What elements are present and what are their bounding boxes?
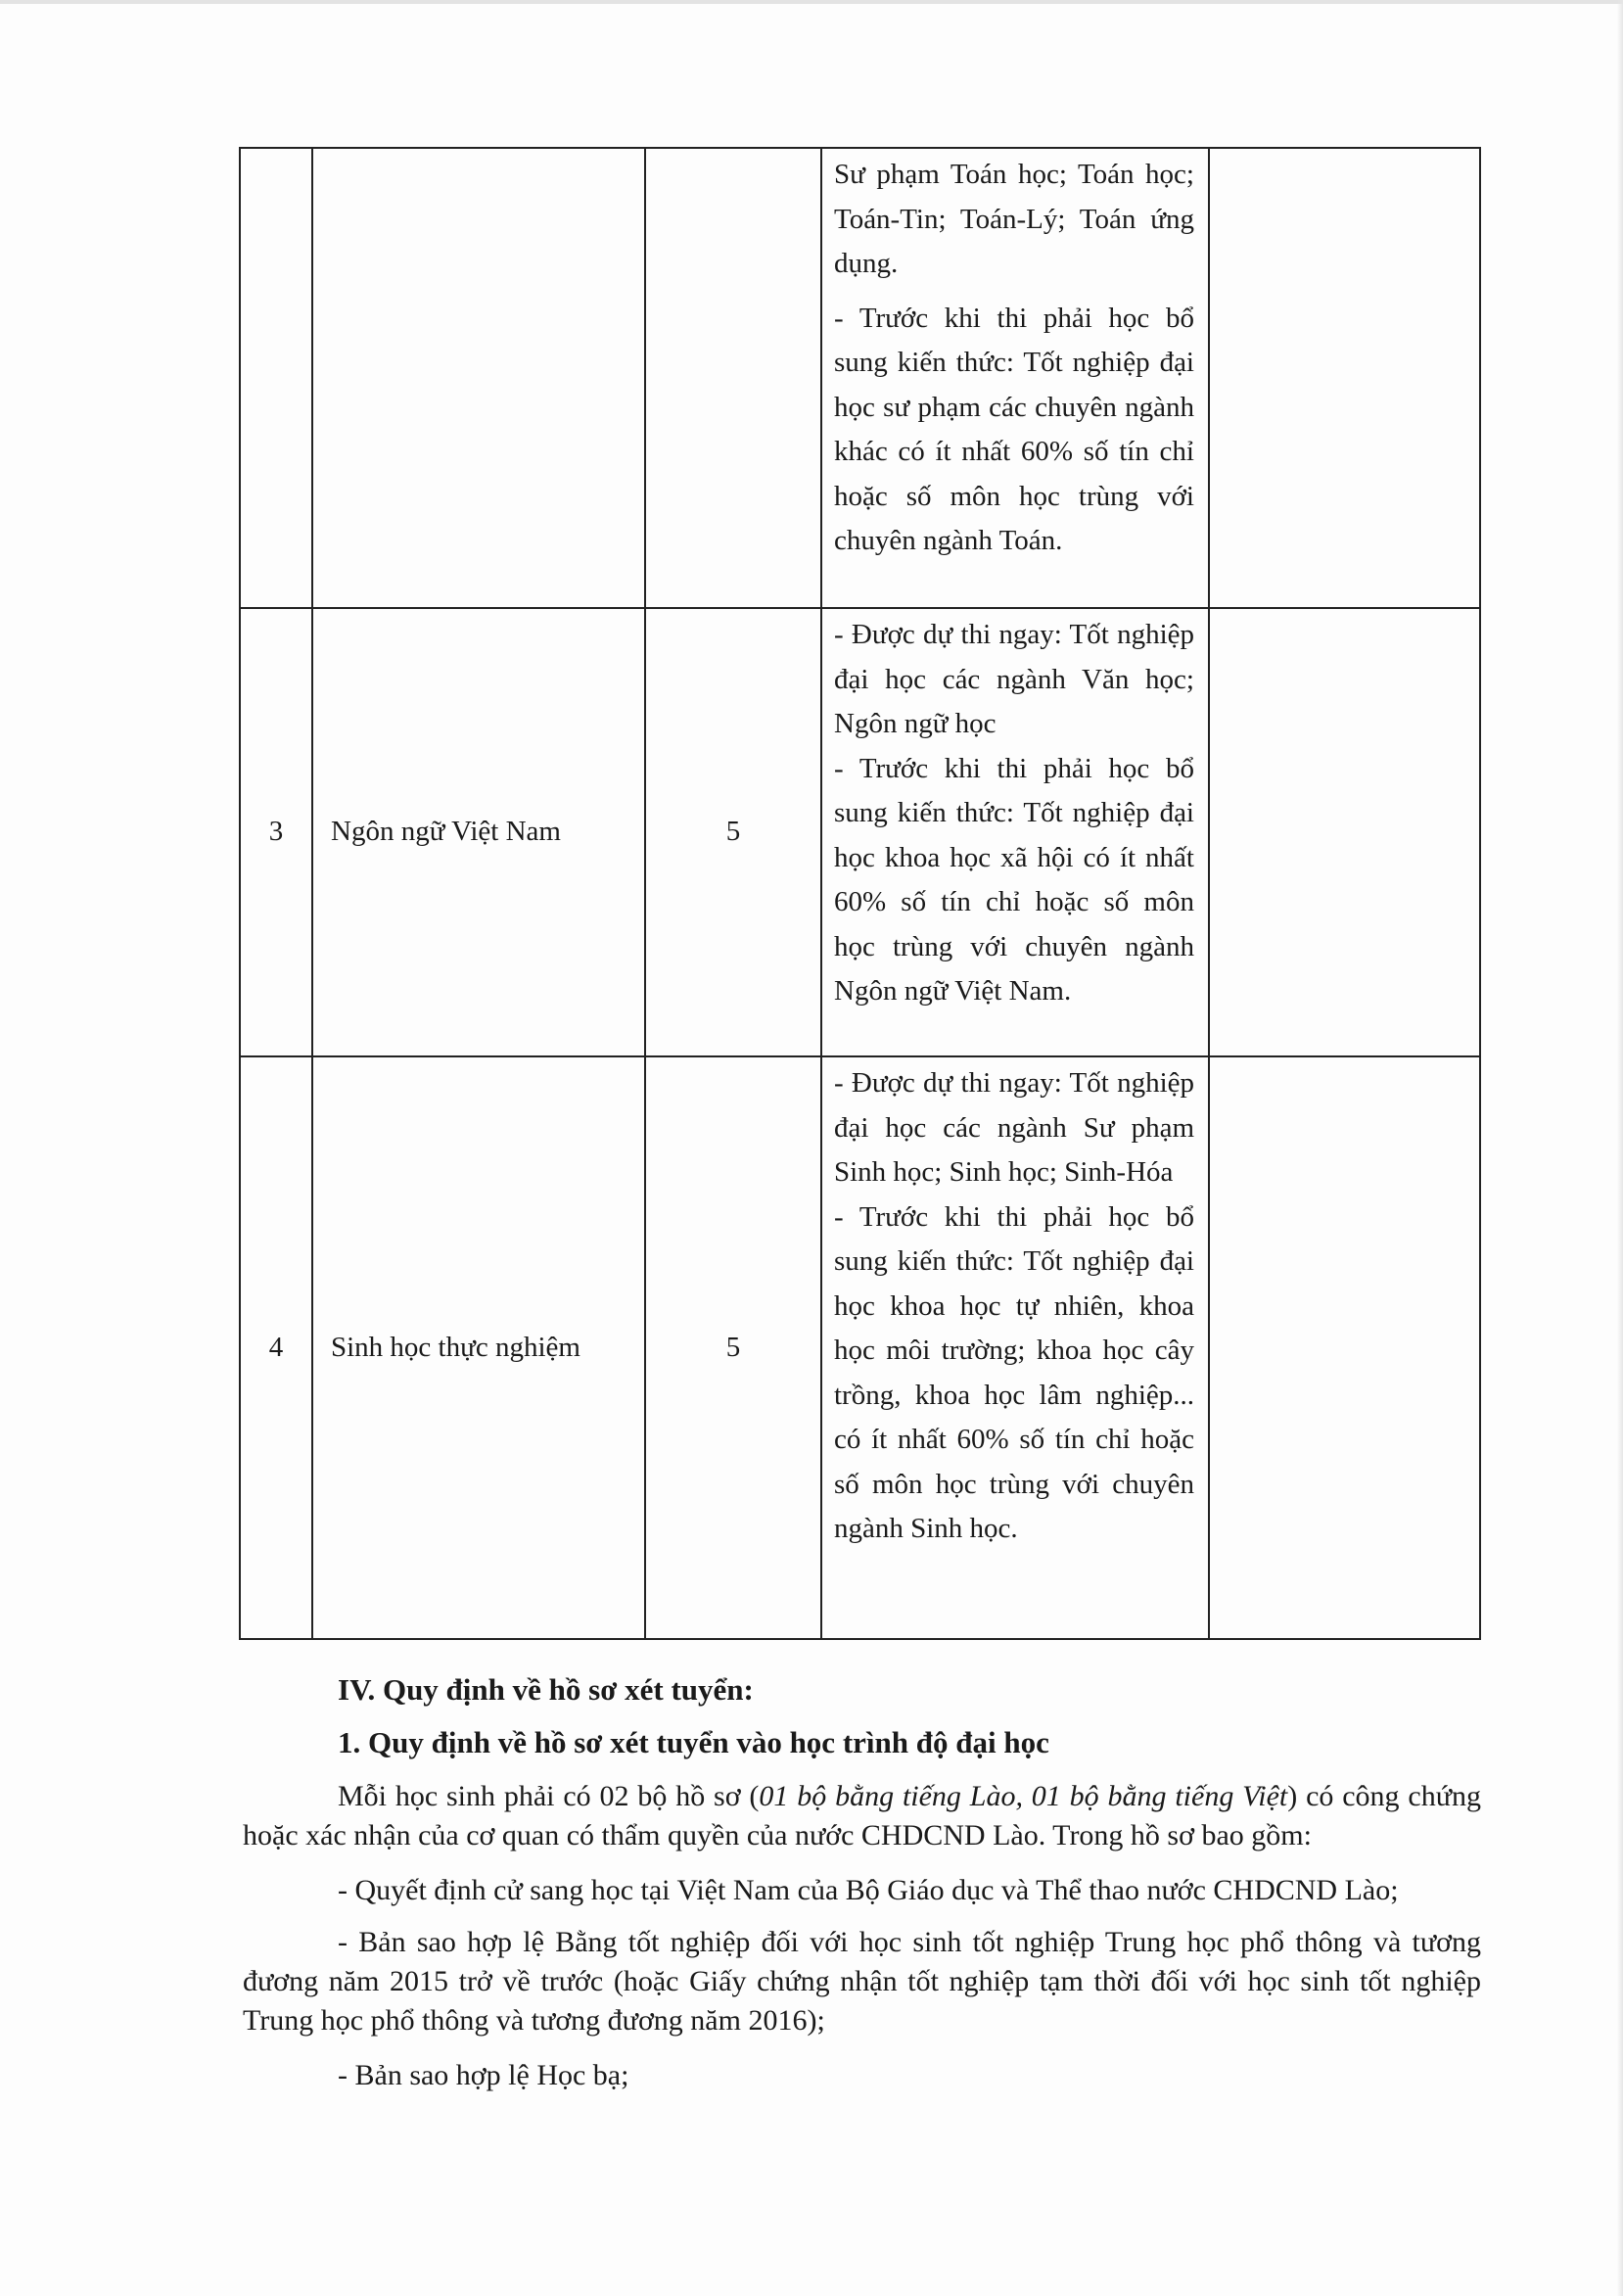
requirement-line: Sư phạm Toán học; Toán học; Toán-Tin; Toán-Lý; Toán ứng dụng. [834, 159, 1194, 279]
section-heading: IV. Quy định về hồ sơ xét tuyển: [338, 1672, 754, 1707]
eligibility-requirements [821, 148, 1209, 608]
quota-count: 5 [645, 1056, 821, 1639]
intro-italic-text: 01 bộ bằng tiếng Lào, 01 bộ bằng tiếng Việt [759, 1780, 1288, 1812]
document-list-item: - Bản sao hợp lệ Học bạ; [338, 2059, 629, 2091]
major-name: Sinh học thực nghiệm [312, 1056, 645, 1639]
eligibility-requirements [821, 608, 1209, 1056]
table-row [240, 148, 1480, 608]
quota-count: 5 [645, 608, 821, 1056]
document-list-item: - Quyết định cử sang học tại Việt Nam của Bộ Giáo dục và Thể thao nước CHDCND Lào; [338, 1874, 1399, 1906]
admission-table [239, 147, 1481, 1640]
table-row [240, 608, 1480, 1056]
note-cell [1209, 1056, 1480, 1639]
section-subheading: 1. Quy định về hồ sơ xét tuyển vào học trình độ đại học [338, 1725, 1049, 1759]
requirement-line: - Trước khi thi phải học bổ sung kiến thức: Tốt nghiệp đại học khoa học tự nhiên, khoa học môi trường; khoa học cây trồng, khoa học lâm nghiệp... có ít nhất 60% số tín chỉ hoặc số môn học trùng với chuyên ngành Sinh học. [834, 1200, 1194, 1544]
note-cell [1209, 608, 1480, 1056]
note-cell [1209, 148, 1480, 608]
eligibility-requirements [821, 1056, 1209, 1639]
quota-count [645, 148, 821, 608]
table-row [240, 1056, 1480, 1639]
document-list-item: - Bản sao hợp lệ Bằng tốt nghiệp đối với học sinh tốt nghiệp Trung học phổ thông và tương đương năm 2015 trở về trước (hoặc Giấy chứng nhận tốt nghiệp tạm thời đối với học sinh tốt nghiệp Trung học phổ thông và tương đương năm 2016); [243, 1926, 1481, 2037]
requirement-line: - Được dự thi ngay: Tốt nghiệp đại học các ngành Sư phạm Sinh học; Sinh học; Sinh-Hóa [834, 1067, 1194, 1188]
row-number: 4 [240, 1056, 312, 1639]
page-top-edge [0, 0, 1623, 4]
intro-text-tail: ) có công chứng hoặc xác nhận của cơ quan có thẩm quyền của nước CHDCND Lào. Trong hồ sơ bao gồm: [243, 1780, 1481, 1851]
requirement-line: - Trước khi thi phải học bổ sung kiến thức: Tốt nghiệp đại học sư phạm các chuyên ngành khác có ít nhất 60% số tín chỉ hoặc số môn học trùng với chuyên ngành Toán. [834, 302, 1194, 556]
requirement-line: - Được dự thi ngay: Tốt nghiệp đại học các ngành Văn học; Ngôn ngữ học [834, 619, 1194, 739]
intro-text: Mỗi học sinh phải có 02 bộ hồ sơ ( [338, 1780, 760, 1812]
intro-paragraph [243, 1777, 1481, 1855]
major-name [312, 148, 645, 608]
page-right-edge [1617, 0, 1623, 2296]
major-name: Ngôn ngữ Việt Nam [312, 608, 645, 1056]
requirement-line: - Trước khi thi phải học bổ sung kiến thức: Tốt nghiệp đại học khoa học xã hội có ít nhất 60% số tín chỉ hoặc số môn học trùng với chuyên ngành Ngôn ngữ Việt Nam. [834, 752, 1194, 1007]
row-number: 3 [240, 608, 312, 1056]
row-number [240, 148, 312, 608]
